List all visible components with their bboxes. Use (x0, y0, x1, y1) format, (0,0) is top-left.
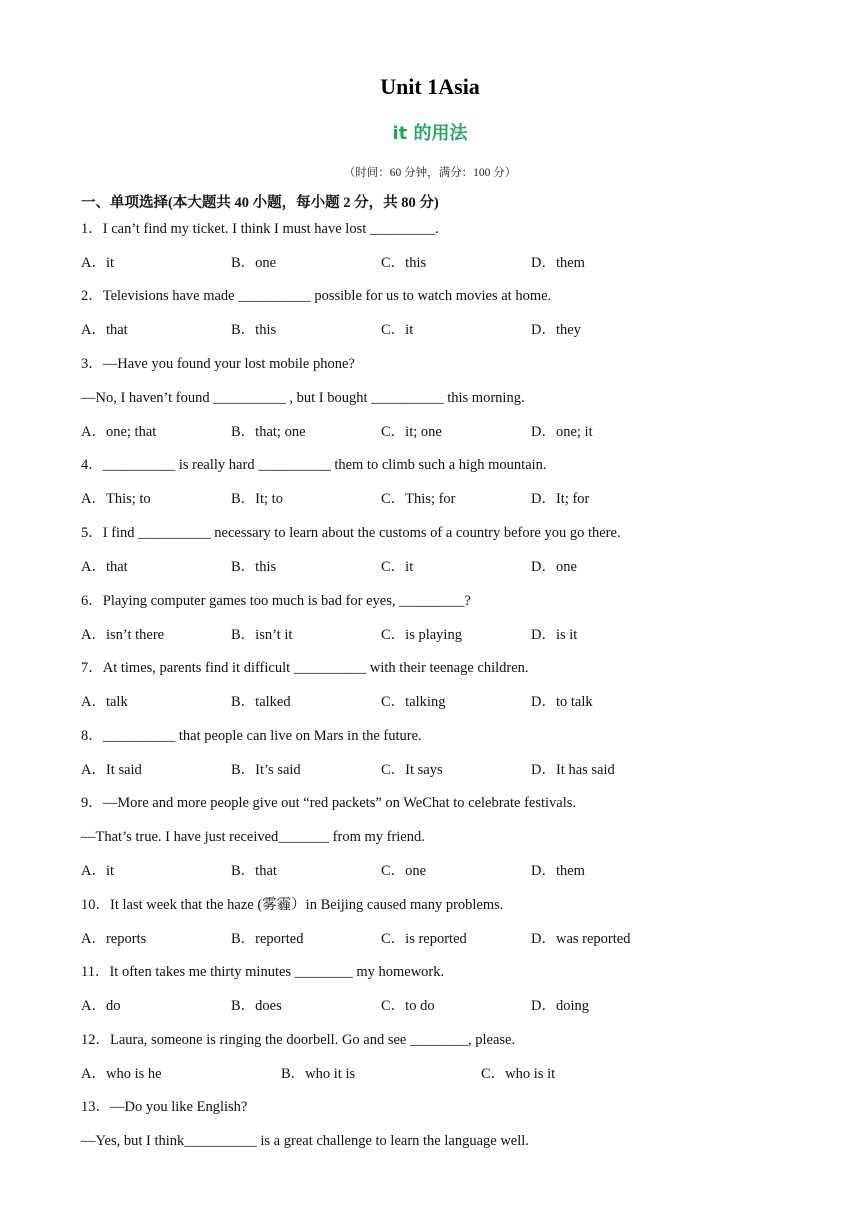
question-1-option-b: B．one (231, 255, 277, 271)
question-9-option-d: D．them (531, 863, 585, 879)
question-13-text: 13．—Do you like English? (81, 1099, 248, 1115)
question-12-text: 12．Laura, someone is ringing the doorbell. Go and see ________, please. (81, 1032, 516, 1048)
question-7-option-b: B．talked (231, 694, 291, 710)
question-3-option-a: A．one; that (81, 424, 157, 440)
question-1-option-d: D．them (531, 255, 585, 271)
question-6-option-a: A．isn’t there (81, 627, 165, 643)
question-2-option-b: B．this (231, 322, 277, 338)
question-2-option-c: C．it (381, 322, 414, 338)
question-9-text: 9．—More and more people give out “red packets” on WeChat to celebrate festivals. (81, 795, 577, 811)
question-6-option-c: C．is playing (381, 627, 462, 643)
question-8-option-b: B．It’s said (231, 762, 301, 778)
question-8-text: 8．__________ that people can live on Mars in the future. (81, 728, 422, 744)
question-10-option-c: C．is reported (381, 931, 467, 947)
question-9-option-b: B．that (231, 863, 277, 879)
question-5-option-d: D．one (531, 559, 577, 575)
question-9-text-line-2: —That’s true. I have just received_______ from my friend. (81, 829, 425, 845)
question-8-option-c: C．It says (381, 762, 443, 778)
question-2-option-d: D．they (531, 322, 581, 338)
question-1-option-c: C．this (381, 255, 427, 271)
question-6-text: 6．Playing computer games too much is bad for eyes, _________? (81, 593, 471, 609)
question-3-option-d: D．one; it (531, 424, 593, 440)
question-4-option-d: D．It; for (531, 491, 590, 507)
section-heading: 一、单项选择(本大题共 40 小题，每小题 2 分，共 80 分) (81, 195, 439, 211)
question-11-option-a: A．do (81, 998, 121, 1014)
time-note: （时间：60 分钟，满分：100 分） (343, 167, 517, 179)
question-11-option-d: D．doing (531, 998, 589, 1014)
question-5-option-b: B．this (231, 559, 277, 575)
question-4-text: 4．__________ is really hard __________ them to climb such a high mountain. (81, 457, 547, 473)
question-10-option-d: D．was reported (531, 931, 631, 947)
question-6-option-d: D．is it (531, 627, 578, 643)
question-7-option-c: C．talking (381, 694, 446, 710)
question-4-option-c: C．This; for (381, 491, 456, 507)
question-3-option-c: C．it; one (381, 424, 442, 440)
question-13-text-line-2: —Yes, but I think__________ is a great challenge to learn the language well. (81, 1133, 529, 1149)
question-8-option-d: D．It has said (531, 762, 615, 778)
question-6-option-b: B．isn’t it (231, 627, 293, 643)
question-5-option-a: A．that (81, 559, 128, 575)
question-7-option-a: A．talk (81, 694, 128, 710)
question-9-option-c: C．one (381, 863, 427, 879)
question-7-text: 7．At times, parents find it difficult __________ with their teenage children. (81, 660, 529, 676)
question-7-option-d: D．to talk (531, 694, 593, 710)
question-11-text: 11．It often takes me thirty minutes ________ my homework. (81, 964, 445, 980)
question-5-option-c: C．it (381, 559, 414, 575)
question-3-text-line-2: —No, I haven’t found __________ , but I bought __________ this morning. (81, 390, 525, 406)
question-12-option-c: C．who is it (481, 1066, 556, 1082)
question-8-option-a: A．It said (81, 762, 142, 778)
question-2-option-a: A．that (81, 322, 128, 338)
question-1-option-a: A．it (81, 255, 115, 271)
question-3-text: 3．—Have you found your lost mobile phone? (81, 356, 355, 372)
question-4-option-a: A．This; to (81, 491, 151, 507)
question-4-option-b: B．It; to (231, 491, 283, 507)
question-11-option-c: C．to do (381, 998, 435, 1014)
question-12-option-b: B．who it is (281, 1066, 356, 1082)
page-subtitle: it 的用法 (392, 123, 468, 144)
question-10-text: 10．It last week that the haze (雾霾）in Beijing caused many problems. (81, 897, 504, 913)
question-10-option-a: A．reports (81, 931, 147, 947)
page-title: Unit 1Asia (380, 74, 480, 99)
question-5-text: 5．I find __________ necessary to learn about the customs of a country before you go there. (81, 525, 621, 541)
question-3-option-b: B．that; one (231, 424, 306, 440)
question-10-option-b: B．reported (231, 931, 304, 947)
question-1-text: 1．I can’t find my ticket. I think I must have lost _________. (81, 221, 439, 237)
question-12-option-a: A．who is he (81, 1066, 162, 1082)
question-11-option-b: B．does (231, 998, 282, 1014)
question-2-text: 2．Televisions have made __________ possible for us to watch movies at home. (81, 288, 552, 304)
question-9-option-a: A．it (81, 863, 115, 879)
